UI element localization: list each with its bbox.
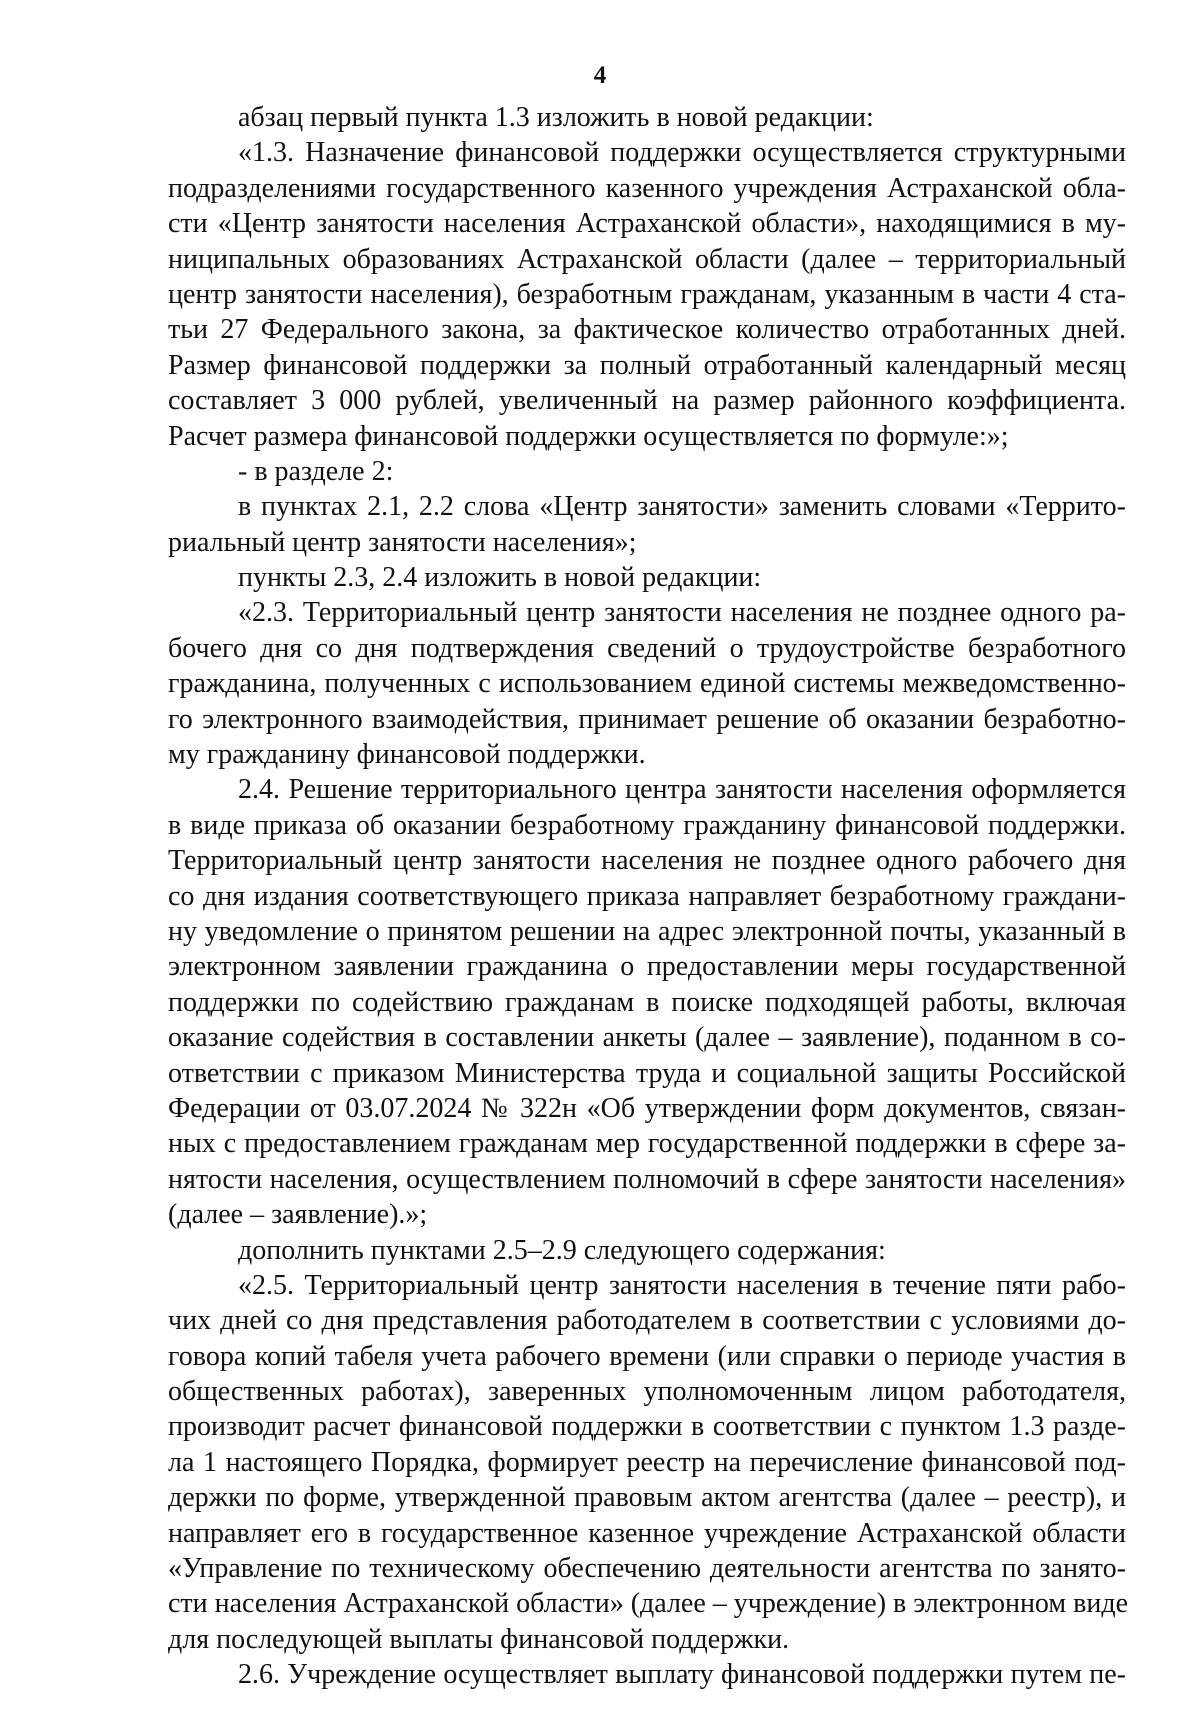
text-line: гражданина, полученных с использованием единой системы межведомственно- <box>168 668 1126 700</box>
text-line: «2.3. Территориальный центр занятости населения не позднее одного ра- <box>238 597 1126 629</box>
text-line: абзац первый пункта 1.3 изложить в новой редакции: <box>238 102 874 133</box>
text-line: «1.3. Назначение финансовой поддержки осуществляется структурными <box>238 137 1126 169</box>
text-line: в пунктах 2.1, 2.2 слова «Центр занятости» заменить словами «Террито- <box>238 491 1126 523</box>
text-line: 2.6. Учреждение осуществляет выплату финансовой поддержки путем пе- <box>238 1659 1126 1691</box>
text-line: сти «Центр занятости населения Астраханской области», находящимися в му- <box>168 208 1126 240</box>
text-line: «2.5. Территориальный центр занятости населения в течение пяти рабо- <box>238 1269 1126 1301</box>
text-line: чих дней со дня представления работодателем в соответствии с условиями до- <box>168 1305 1126 1337</box>
text-line: 2.4. Решение территориального центра занятости населения оформляется <box>238 774 1126 806</box>
text-line: оказание содействия в составлении анкеты (далее – заявление), поданном в со- <box>168 1022 1126 1054</box>
text-line: производит расчет финансовой поддержки в соответствии с пунктом 1.3 разде- <box>168 1411 1126 1443</box>
text-line: му гражданину финансовой поддержки. <box>168 739 646 771</box>
text-line: пункты 2.3, 2.4 изложить в новой редакции: <box>238 562 762 594</box>
text-line: Территориальный центр занятости населения не позднее одного рабочего дня <box>168 845 1126 877</box>
text-line: держки по форме, утвержденной правовым актом агентства (далее – реестр), и <box>168 1482 1126 1514</box>
text-line: Федерации от 03.07.2024 № 322н «Об утверждении форм документов, связан- <box>168 1092 1126 1124</box>
text-line: со дня издания соответствующего приказа направляет безработному граждани- <box>168 880 1126 912</box>
text-line: для последующей выплаты финансовой поддержки. <box>168 1623 790 1655</box>
text-line: в виде приказа об оказании безработному гражданину финансовой поддержки. <box>168 809 1126 841</box>
text-line: - в разделе 2: <box>238 455 394 487</box>
document-body <box>168 100 1126 1693</box>
text-line: ответствии с приказом Министерства труда и социальной защиты Российской <box>168 1057 1126 1089</box>
text-line: го электронного взаимодействия, принимает решение об оказании безработно- <box>168 703 1126 735</box>
text-line: бочего дня со дня подтверждения сведений о трудоустройстве безработного <box>168 632 1126 664</box>
text-line: нятости населения, осуществлением полномочий в сфере занятости населения» <box>168 1163 1126 1195</box>
text-line: говора копий табеля учета рабочего времени (или справки о периоде участия в <box>168 1340 1126 1372</box>
text-line: ных с предоставлением гражданам мер государственной поддержки в сфере за- <box>168 1128 1126 1160</box>
text-line: центр занятости населения), безработным гражданам, указанным в части 4 ста- <box>168 278 1126 310</box>
text-line: дополнить пунктами 2.5–2.9 следующего содержания: <box>238 1234 886 1266</box>
text-line: риальный центр занятости населения»; <box>168 526 637 558</box>
text-line: подразделениями государственного казенного учреждения Астраханской обла- <box>168 172 1126 204</box>
text-line: «Управление по техническому обеспечению деятельности агентства по занято- <box>168 1553 1126 1585</box>
text-line: ла 1 настоящего Порядка, формирует реестр на перечисление финансовой под- <box>168 1446 1126 1478</box>
text-line: направляет его в государственное казенное учреждение Астраханской области <box>168 1517 1126 1549</box>
text-line: ну уведомление о принятом решении на адрес электронной почты, указанный в <box>168 915 1126 947</box>
text-line: сти населения Астраханской области» (далее – учреждение) в электронном виде <box>168 1588 1128 1620</box>
text-line: поддержки по содействию гражданам в поиске подходящей работы, включая <box>168 986 1126 1018</box>
text-line: составляет 3 000 рублей, увеличенный на размер районного коэффициента. <box>168 385 1126 417</box>
text-line: ниципальных образованиях Астраханской области (далее – территориальный <box>168 243 1126 275</box>
text-line: Размер финансовой поддержки за полный отработанный календарный месяц <box>168 349 1126 381</box>
text-line: общественных работах), заверенных уполномоченным лицом работодателя, <box>168 1376 1126 1408</box>
text-line: электронном заявлении гражданина о предоставлении меры государственной <box>168 951 1126 983</box>
text-line: (далее – заявление).»; <box>168 1199 428 1231</box>
page-number: 4 <box>593 62 607 89</box>
text-line: тьи 27 Федерального закона, за фактическое количество отработанных дней. <box>168 314 1126 346</box>
text-line: Расчет размера финансовой поддержки осуществляется по формуле:»; <box>168 420 1009 452</box>
